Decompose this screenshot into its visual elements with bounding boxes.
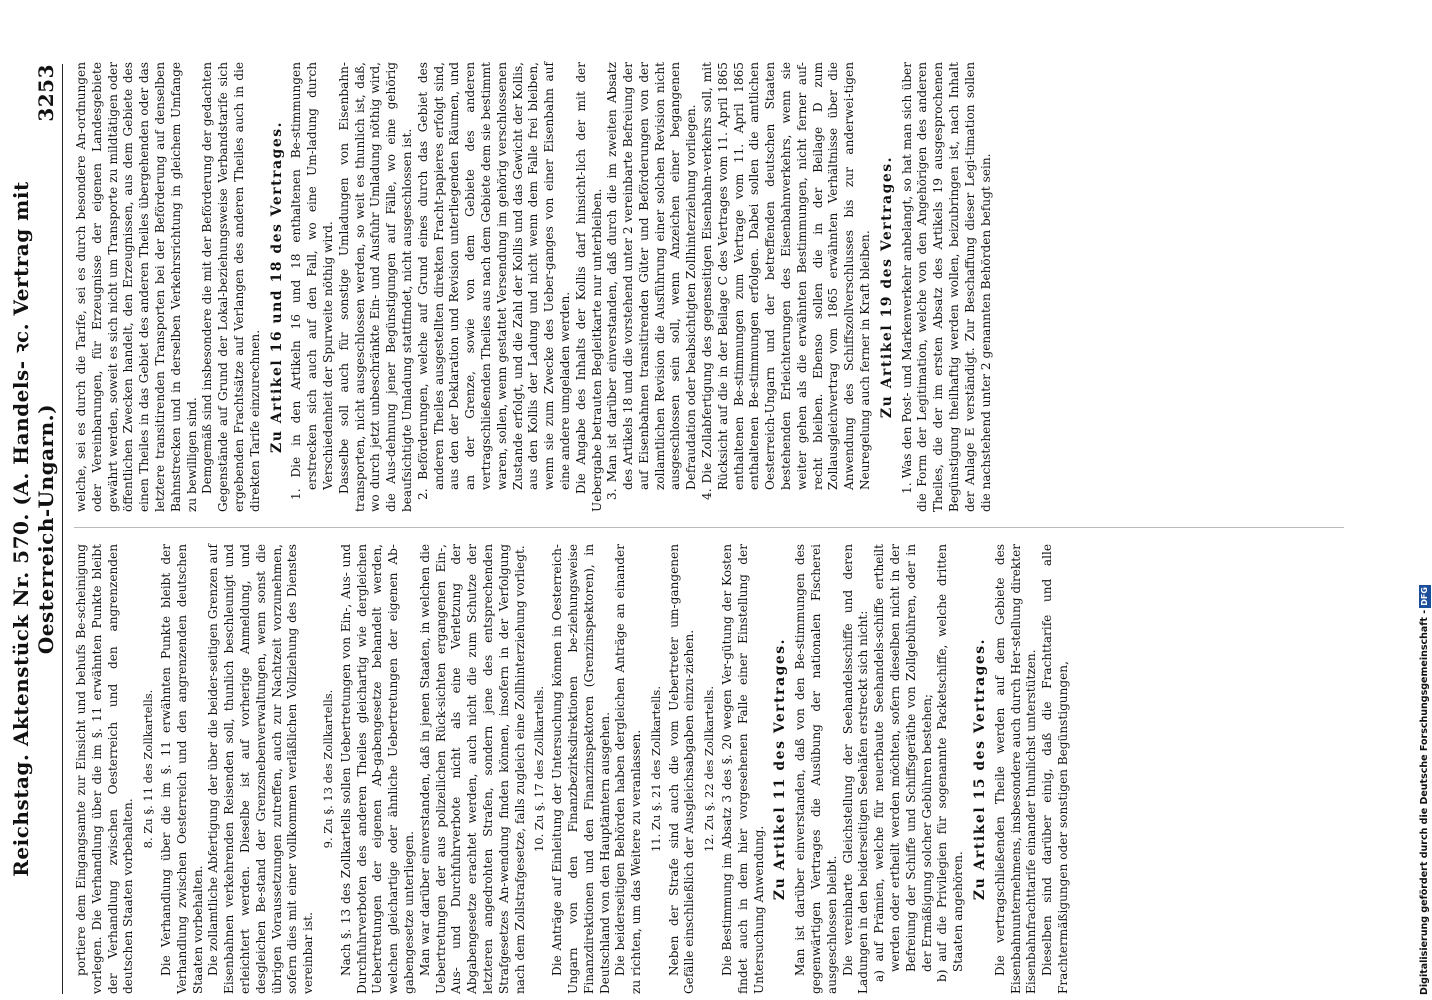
column-separator xyxy=(74,527,1344,528)
subsection-heading: 12. Zu §. 22 des Zollkartells. xyxy=(702,686,717,853)
section-heading: Zu Artikel 16 und 18 des Vertrages. xyxy=(268,121,285,454)
list-item: 3. Man ist darüber einverstanden, daß durch die im zweiten Absatz des Artikels 18 und die vorstehend unter 2 vereinbarte Befreiung der auf Eisenbahnen transitirenden Güter und Beförderungen von der zollamtlichen Revision die Ausführung einer solchen Revision nicht ausgeschlossen sein soll, wenn Anzeichen einer begangenen Defraudation oder beabsichtigten Zollhinterziehung vorliegen. xyxy=(605,62,699,500)
list-item: 4. Die Zollabfertigung des gegenseitigen Eisenbahn-verkehrs soll, mit Rücksicht auf die in der Beilage C des Vertrages vom 11. April 1865 enthaltenen Be-stimmungen zum Vertrage vom 11. April 1865 enthaltenen Be-stimmungen erfolgen. Dabei sollen die amtlichen Oesterreich-Ungarn und der betreffenden deutschen Staaten bestehenden Erleichterungen des Eisenbahnverkehrs, wenn sie weiter gehen als die erwähnten Bestimmungen, nicht ferner auf-recht bleiben. Ebenso sollen die in der Beilage D zum Zollausgleichvertrag vom 1865 erwähnten Verhältnisse über die Anwendung des Schiffszollverschlusses bis zur anderwei-tigen Neuregelung auch ferner in Kraft bleiben. xyxy=(700,62,873,500)
left-column xyxy=(74,544,1072,994)
paragraph: Die vertragschließenden Theile werden auf dem Gebiete des Eisenbahnunternehmens, insbesondere auch durch Her-stellung direkter Eisenbahnfrachttarife einander thunlichst unterstützen. xyxy=(992,543,1039,994)
paragraph: Demgemäß sind insbesondere die mit der Beförderung der gedachten Gegenstände auf Grund der Lokal-beziehungsweise Verbandstarife sich ergebenden Frachtsätze auf Verlangen des anderen Theiles auch in die direkten Tarife einzurechnen. xyxy=(200,62,262,512)
paragraph: Die zollamtliche Abfertigung der über die beider-seitigen Grenzen auf Eisenbahnen verkehrenden Reisenden soll, thunlich beschleunigt und erleichtert werden. Dieselbe ist auf vorherige Anmeldung, und desgleichen Be-stand der Grenzsnebenverwaltungen, wenn sonst die übrigen Voraussetzungen zutreffen, auch zur Nachtzeit vorzunehmen, sofern dies mit einer vollkommen verläßlichen Vollziehung des Dienstes vereinbar ist. xyxy=(206,544,316,994)
section-heading: Zu Artikel 15 des Vertrages. xyxy=(972,637,989,901)
page-header xyxy=(9,64,58,994)
list-item: 2. Beförderungen, welche auf Grund eines durch das Gebiet des anderen Theiles ausgestellten direkten Fracht-papieres erfolgt sind, aus den der Deklaration und Revision unterliegenden Räumen, und an der Grenze, sowie von dem Gebiete des anderen vertragschließenden Theiles aus nach dem Gebiete dem sie bestimmt waren, sollen, wenn gestattet Versendung im gehörig verschlossenen Zustande erfolgt, und die Zahl der Kollis und das Gewicht der Kollis, aus den Kollis der Ladung und nicht wenn dem Falle frei bleiben, wenn sie zum Zwecke des Ueber-ganges von einer Eisenbahn auf eine andere umgeladen werden. xyxy=(415,62,572,500)
paragraph: Die Verhandlung über die im §. 11 erwähnten Punkte bleibt der Verhandlung zwischen Oesterreich und den angrenzenden deutschen Staaten vorbehalten. xyxy=(158,544,205,994)
paragraph: Neben der Strafe sind auch die vom Uebertreter um-gangenen Gefälle einschließlich der Ausgleichsabgaben einzu-ziehen. xyxy=(666,544,697,994)
list-item: 1. Die in den Artikeln 16 und 18 enthaltenen Be-stimmungen erstrecken sich auch auf den Fall, wo eine Um-ladung durch Verschiedenheit der Spurweite nöthig wird. xyxy=(289,62,335,500)
digitization-credit xyxy=(1419,5,1431,995)
paragraph: Nach §. 13 des Zollkartells sollen Uebertretungen von Ein-, Aus- und Durchfuhrverboten des anderen Theiles gleichartig wie dergleichen Uebertretungen der eigenen Ab-gabengesetze behandelt werden, welchen gleichartige oder ähnliche Uebertretungen der eigenen Ab-gabengesetze unterliegen. xyxy=(338,544,416,994)
subsection-heading: 11. Zu §. 21 des Zollkartells. xyxy=(648,686,663,853)
page-number: 3253 xyxy=(34,64,58,122)
subsection-heading: 8. Zu §. 11 des Zollkartells. xyxy=(141,689,156,849)
paragraph: Die beiderseitigen Behörden haben dergleichen Anträge an einander zu richten, um das Weitere zu veranlassen. xyxy=(613,544,644,994)
paragraph: Die Angabe des Inhalts der Kollis darf hinsicht-lich der mit der Uebergabe betrauten Begleitkarte nur unterbleiben. xyxy=(573,62,604,512)
subsection-heading: 9. Zu §. 13 des Zollkartells. xyxy=(320,689,335,849)
paragraph: portiere dem Eingangsamte zur Einsicht und behufs Be-scheinigung vorlegen. Die Verhandlung über die im §. 11 erwähnten Punkte bleibt der Verhandlung zwischen Oesterreich und den angrenzenden deutschen Staaten vorbehalten. xyxy=(74,544,136,994)
list-item: a) auf Prämien, welche für neuerbaute Seehandels-schiffe ertheilt werden oder ertheilt werden möchten, sofern dieselben nicht in der Befreiung der Schiffe und Schiffsgeräthe von Zollgebühren, oder in der Ermäßigung solcher Gebühren bestehen; xyxy=(872,544,934,982)
paragraph: Die Bestimmung im Absatz 3 des §. 20 wegen Ver-gütung der Kosten findet auch in dem hier vorgesehenen Falle einer Einstellung der Untersuchung Anwendung. xyxy=(720,544,766,994)
section-heading: Zu Artikel 11 des Vertrages. xyxy=(772,637,789,901)
digitization-sidebar xyxy=(1418,0,1432,1000)
paragraph: Die Anträge auf Einleitung der Untersuchung können in Oesterreich-Ungarn von den Finanzbezirksdirektionen be-ziehungsweise Finanzdirektionen und den Finanzinspektoren (Grenzinspektoren), in Deutschland von den Hauptämtern ausgehen. xyxy=(550,544,612,994)
subsection-heading: 10. Zu §. 17 des Zollkartells. xyxy=(532,686,547,853)
paragraph: Dasselbe soll auch für sonstige Umladungen von Eisenbahn-transporten, nicht ausgeschlossen werden, so weit es thunlich ist, daß, wo durch jetzt unbeschränkte Ein- und Ausfuhr Umladung nöthig wird, die Aus-dehnung jener Begünstigungen auf Fälle, wo eine gehörig beaufsichtigte Umladung stattfindet, nicht ausgeschlossen ist. xyxy=(336,62,414,512)
page-body xyxy=(9,62,1398,994)
paragraph: Dieselben sind darüber einig, daß die Frachttarife und alle Frachtermäßigungen oder sonstigen Begünstigungen, xyxy=(1040,544,1071,994)
paragraph: 1. Was den Post- und Markenverkehr anbelangt, so hat man sich über die Form der Legitimation, welche von den Angehörigen des anderen Theiles, die der im ersten Absatz des Artikels 19 ausgesprochenen Begünstigung theilhaftig werden wollen, beizubringen ist, nach Inhalt der Anlage E verständigt. Zur Beschaffung dieser Legi-timation sollen die nachstehend unter 2 genannten Behörden befugt sein. xyxy=(899,62,993,512)
paragraph: Man war darüber einverstanden, daß in jenen Staaten, in welchen die Uebertretungen der aus polizeilichen Rück-sichten ergangenen Ein-, Aus- und Durchfuhrverbote nicht als eine Verletzung der Abgabengesetze erachtet werden, auch nicht die zum Schutze der letzteren angedrohten Strafen, sondern jene des entsprechenden Strafgesetzes An-wendung finden können, insofern in der Verfolgung nach dem Zollstrafgesetze, falls zugleich eine Zollhinterziehung vorliegt. xyxy=(417,544,527,994)
section-heading: Zu Artikel 19 des Vertrages. xyxy=(878,155,895,419)
paragraph: Die vereinbarte Gleichstellung der Seehandelsschiffe und deren Ladungen in den beiderseitigen Seehäfen erstreckt sich nicht: xyxy=(840,544,871,994)
dfg-logo: DFG xyxy=(1420,587,1429,606)
list-item: b) auf die Privilegien für sogenannte Packetschiffe, welche dritten Staaten angehören. xyxy=(935,544,966,982)
header-rule xyxy=(62,64,63,994)
running-title: Reichstag. Aktenstück Nr. 570. (A. Handels- ꝛc. Vertrag mit Oesterreich-Ungarn.) xyxy=(9,181,58,877)
right-column xyxy=(74,62,994,512)
credit-text: Digitalisierung gefördert durch die Deutsche Forschungsgemeinschaft - xyxy=(1419,609,1430,995)
paragraph: Man ist darüber einverstanden, daß von den Be-stimmungen des gegenwärtigen Vertrages die Ausübung der nationalen Fischerei ausgeschlossen bleibt. xyxy=(793,544,839,994)
paragraph: welche, sei es durch die Tarife, sei es durch besondere An-ordnungen oder Vereinbarungen, für Erzeugnisse der eigenen Landesgebiete gewährt werden, soweit es sich nicht um Transporte zu mildtätigen oder öffentlichen Zwecken handelt, den Erzeugnissen, aus dem Gebiete des einen Theiles in das Gebiet des anderen Theiles übergehenden oder das letztere transitirenden Transporten bei der Beförderung auf denselben Bahnstrecken und in derselben Verkehrsrichtung in gleichem Umfange zu bewilligen sind. xyxy=(74,62,199,512)
